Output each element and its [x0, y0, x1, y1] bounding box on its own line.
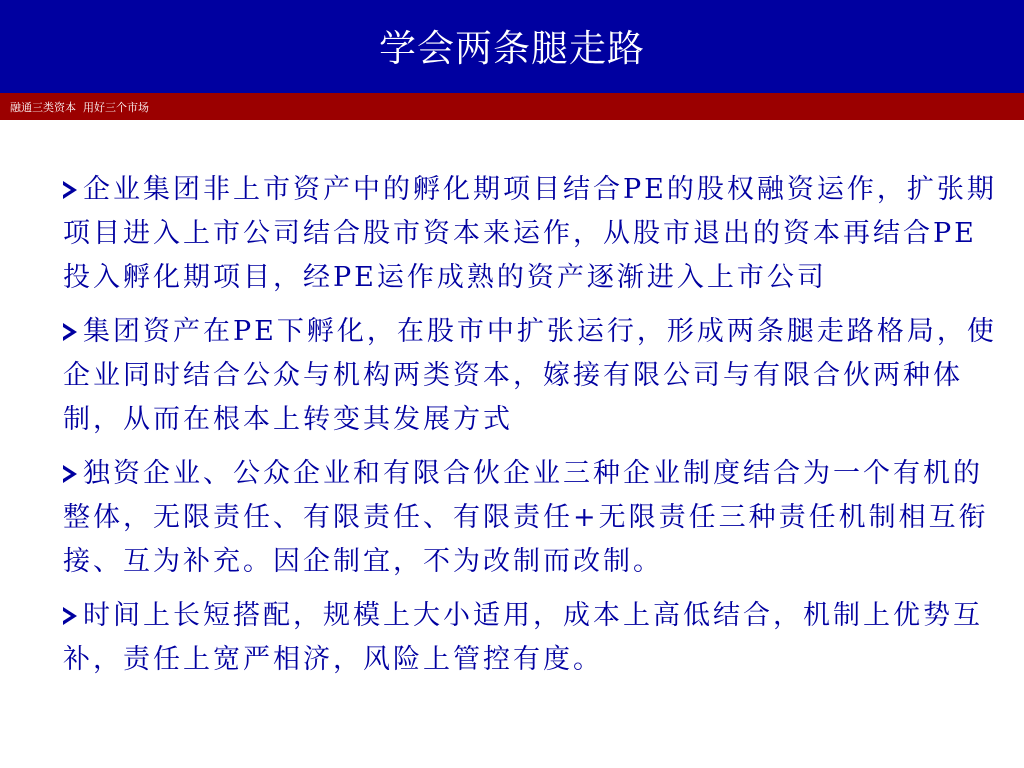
list-item-text: 企业集团非上市资产中的孵化期项目结合PE的股权融资运作，扩张期项目进入上市公司结合股市资本来运作，从股市退出的资本再结合PE投入孵化期项目，经PE运作成熟的资产逐渐进入上市公司 [63, 174, 997, 293]
bullet-list [63, 168, 1003, 692]
list-item-text: 集团资产在PE下孵化，在股市中扩张运行，形成两条腿走路格局，使企业同时结合公众与机构两类资本，嫁接有限公司与有限合伙两种体制，从而在根本上转变其发展方式 [63, 316, 997, 435]
subtitle-bar [0, 93, 1024, 120]
title-bar [0, 0, 1024, 93]
arrow-bullet-icon [63, 607, 77, 625]
list-item-text: 独资企业、公众企业和有限合伙企业三种企业制度结合为一个有机的整体，无限责任、有限责任、有限责任+无限责任三种责任机制相互衔接、互为补充。因企制宜，不为改制而改制。 [63, 458, 989, 577]
page-subtitle: 融通三类资本 用好三个市场 [10, 100, 149, 114]
list-item [63, 452, 1003, 584]
list-item [63, 594, 1003, 682]
page-title: 学会两条腿走路 [379, 26, 645, 70]
list-item-text: 时间上长短搭配，规模上大小适用，成本上高低结合，机制上优势互补，责任上宽严相济，风险上管控有度。 [63, 600, 983, 675]
arrow-bullet-icon [63, 181, 77, 199]
arrow-bullet-icon [63, 465, 77, 483]
arrow-bullet-icon [63, 323, 77, 341]
list-item [63, 310, 1003, 442]
list-item [63, 168, 1003, 300]
